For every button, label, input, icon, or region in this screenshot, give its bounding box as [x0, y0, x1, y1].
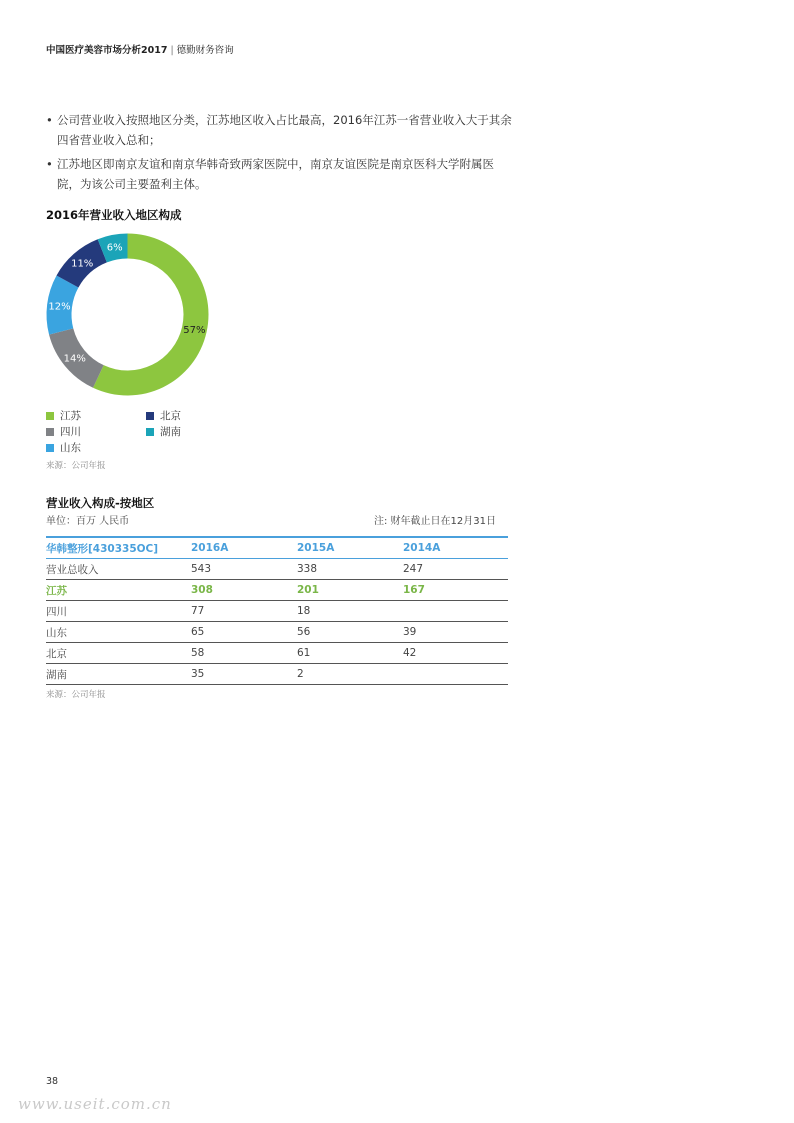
chart-title: 2016年营业收入地区构成 — [46, 208, 182, 222]
legend-label: 北京 — [160, 410, 181, 422]
legend-swatch — [46, 412, 54, 420]
table-note: 注: 财年截止日在12月31日 — [374, 516, 496, 527]
table-cell: 308 — [191, 580, 297, 601]
table-row — [46, 601, 508, 622]
table-cell: 58 — [191, 643, 297, 664]
table-cell: 营业总收入 — [46, 559, 191, 580]
legend-item-jiangsu — [46, 408, 81, 423]
table-cell: 61 — [297, 643, 403, 664]
header-2016: 2016A — [191, 537, 297, 559]
legend-swatch — [146, 412, 154, 420]
watermark: www.useit.com.cn — [18, 1095, 172, 1113]
table-cell: 18 — [297, 601, 403, 622]
legend-swatch — [46, 428, 54, 436]
bullet-item: • 江苏地区即南京友谊和南京华韩奇致两家医院中，南京友谊医院是南京医科大学附属医院，为该公司主要盈利主体。 — [46, 154, 516, 194]
legend-item-sichuan — [46, 424, 81, 439]
slice-label: 11% — [71, 258, 94, 270]
table-row — [46, 559, 508, 580]
legend-label: 湖南 — [160, 426, 181, 438]
table-cell: 167 — [403, 580, 508, 601]
table-cell: 77 — [191, 601, 297, 622]
table-cell: 35 — [191, 664, 297, 685]
table-row — [46, 664, 508, 685]
table-cell: 2 — [297, 664, 403, 685]
header-company: 华韩整形[430335OC] — [46, 537, 191, 559]
slice-label: 57% — [183, 324, 206, 336]
slice-label: 12% — [48, 301, 71, 313]
table-cell: 江苏 — [46, 580, 191, 601]
legend-swatch — [146, 428, 154, 436]
table-row-highlight — [46, 580, 508, 601]
page-number: 38 — [46, 1076, 59, 1087]
table-cell: 四川 — [46, 601, 191, 622]
bullet-item: • 公司营业收入按照地区分类，江苏地区收入占比最高，2016年江苏一省营业收入大于其余四省营业收入总和； — [46, 110, 516, 150]
table-title: 营业收入构成-按地区 — [46, 496, 155, 510]
legend-item-hunan — [146, 424, 181, 439]
table-cell — [403, 601, 508, 622]
table-header-row — [46, 537, 508, 559]
legend-label: 四川 — [60, 426, 81, 438]
legend-label: 江苏 — [60, 410, 81, 422]
table-cell: 338 — [297, 559, 403, 580]
revenue-table — [46, 536, 508, 685]
table-cell: 543 — [191, 559, 297, 580]
header-2014: 2014A — [403, 537, 508, 559]
table-cell: 65 — [191, 622, 297, 643]
legend-label: 山东 — [60, 442, 81, 454]
table-cell: 山东 — [46, 622, 191, 643]
table-cell: 56 — [297, 622, 403, 643]
table-cell: 42 — [403, 643, 508, 664]
bullet-list — [46, 110, 516, 198]
legend-swatch — [46, 444, 54, 452]
header-separator: | — [170, 45, 174, 56]
table-cell: 247 — [403, 559, 508, 580]
table-cell: 39 — [403, 622, 508, 643]
slice-label: 6% — [106, 242, 123, 254]
header-2015: 2015A — [297, 537, 403, 559]
table-cell: 北京 — [46, 643, 191, 664]
table-row — [46, 643, 508, 664]
slice-label: 14% — [63, 353, 86, 365]
table-row — [46, 622, 508, 643]
table-source: 来源：公司年报 — [46, 690, 106, 700]
table-cell: 201 — [297, 580, 403, 601]
header-org: 德勤财务咨询 — [176, 45, 234, 56]
chart-source: 来源：公司年报 — [46, 461, 106, 471]
page-header — [46, 42, 234, 56]
legend-item-beijing — [146, 408, 181, 423]
table-unit: 单位：百万 人民币 — [46, 516, 130, 527]
donut-chart — [40, 227, 215, 402]
legend-item-shandong — [46, 440, 81, 455]
table-cell — [403, 664, 508, 685]
report-title: 中国医疗美容市场分析2017 — [46, 45, 168, 56]
table-cell: 湖南 — [46, 664, 191, 685]
